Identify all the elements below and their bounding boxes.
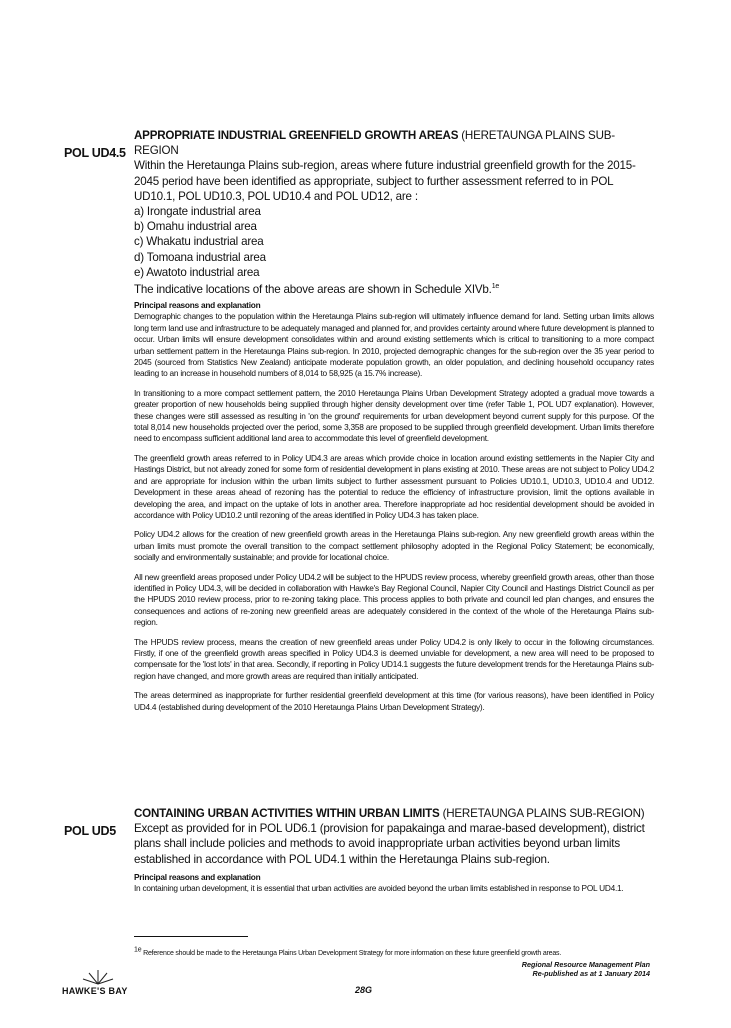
list-item: c) Whakatu industrial area [134, 235, 264, 249]
list-item: d) Tomoana industrial area [134, 250, 266, 264]
logo-text: HAWKE'S BAY [62, 986, 128, 996]
explanation-paragraph: In transitioning to a more compact settlement pattern, the 2010 Heretaunga Plains Urban Development Strategy adopted a gradual move towards a greater proportion of new households being supplied through higher density development over time (refer Table 1, POL UD7 explanation). However, these changes were still assessed as resulting in 'on the ground' requirements for urban development beyond current supply for this purpose. Of the total 8,014 new households projected over the period, some 3,358 are proposed to be supplied through greenfield development. Urban limits therefore need to encompass sufficient additional land area to accommodate this level of greenfield development. [134, 387, 654, 444]
plan-title-block [522, 960, 650, 978]
policy-ud5-heading [134, 806, 654, 821]
policy-ud5-heading-bold: CONTAINING URBAN ACTIVITIES WITHIN URBAN LIMITS [134, 807, 440, 820]
policy-code-ud5: POL UD5 [64, 824, 116, 838]
footnote-mark: 1e [134, 946, 142, 954]
explanation-paragraph: The areas determined as inappropriate for further residential greenfield development at this time (for various reasons), have been identified in Policy UD4.4 (established during development of the 2010 Heretaunga Plains Urban Development Strategy). [134, 690, 654, 712]
explanation-paragraph: In containing urban development, it is essential that urban activities are avoided beyond the urban limits established in response to POL UD4.1. [134, 883, 624, 894]
indicative-locations-text: The indicative locations of the above areas are shown in Schedule XIVb. [134, 283, 492, 297]
policy-ud5-heading-rest: (HERETAUNGA PLAINS SUB-REGION) [439, 807, 645, 820]
page-number: 28G [355, 985, 373, 995]
explanation-paragraph: The greenfield growth areas referred to in Policy UD4.3 are areas which provide choice in location around existing settlements in the Napier City and Hastings District, but not already zoned for some form of residential development in plans existing at 2010. These areas are not subject to Policy UD4.2 and are appropriate for inclusion within the urban limits subject to further assessment pursuant to Policies UD10.1, UD10.3, UD10.4 and UD12. Development in these areas ahead of rezoning has the potential to reduce the efficiency of infrastructure provision, limit the options available in developing the area, and impact on the uptake of lots in another area. Therefore inappropriate ad hoc residential development should be avoided in accordance with Policy UD10.2 until rezoning of the areas identified in Policy UD4.3 has taken place. [134, 452, 654, 520]
footnote-reference: 1e [491, 283, 500, 291]
industrial-areas-list [134, 204, 654, 280]
list-item: a) Irongate industrial area [134, 205, 261, 219]
footnote-divider [134, 936, 248, 937]
hawkes-bay-logo [62, 966, 132, 1006]
explanation-paragraph: The HPUDS review process, means the creation of new greenfield areas under Policy UD4.2 is only likely to occur in the following circumstances. Firstly, if one of the greenfield growth areas specified in Policy UD4.3 is deemed unviable for development, a new area will need to be proposed to compensate for the 'lost lots' in that area. Secondly, if reporting in Policy UD14.1 suggests the future development trends for the Heretaunga Plains sub-region have changed, and more growth areas are required than initially anticipated. [134, 636, 654, 681]
policy-ud5-body: Except as provided for in POL UD6.1 (provision for papakainga and marae-based development), district plans shall include policies and methods to avoid inappropriate urban activities beyond urban limits established in accordance with POL UD4.1 within the Heretaunga Plains sub-region. [134, 822, 645, 866]
policy-ud45-body: Within the Heretaunga Plains sub-region, areas where future industrial greenfield growth for the 2015-2045 period have been identified as appropriate, subject to further assessment referred to in POL UD10.1, POL UD10.3, POL UD10.4 and POL UD12, are : [134, 159, 636, 203]
list-item: b) Omahu industrial area [134, 220, 257, 234]
list-item: e) Awatoto industrial area [134, 265, 260, 279]
footnote-text: Reference should be made to the Heretaunga Plains Urban Development Strategy for more information on these future greenfield growth areas. [141, 950, 562, 957]
explanation-title: Principal reasons and explanation [134, 300, 261, 310]
sun-rays-icon [78, 966, 118, 986]
policy-ud45-heading [134, 128, 654, 158]
explanation-title: Principal reasons and explanation [134, 872, 261, 882]
explanation-paragraph: Policy UD4.2 allows for the creation of new greenfield growth areas in the Heretaunga Plains sub-region. Any new greenfield growth areas within the urban limits must promote the overall transition to the compact settlement philosophy adopted in the Regional Policy Statement; be economically, socially and environmentally sustainable; and provide for locational choice. [134, 529, 654, 563]
explanation-paragraph: Demographic changes to the population within the Heretaunga Plains sub-region will ultimately influence demand for land. Setting urban limits allows long term land use and infrastructure to be adequately managed and planned for, and provides certainty around where future development is planned to occur. Urban limits will ensure development consolidates within and around existing settlements which is critical to transitioning to a more compact urban settlement pattern in the Heretaunga Plains sub-region. In 2010, projected demographic changes for the sub-region over the 35 year period to 2045 (sourced from Statistics New Zealand) anticipate moderate population growth, an older population, and declining household occupancy rates leading to an increase in household numbers of 8,014 to 58,925 (a 15.7% increase). [134, 311, 654, 379]
explanation-ud45 [134, 300, 654, 721]
policy-ud5-block [134, 806, 654, 867]
explanation-paragraph: All new greenfield areas proposed under Policy UD4.2 will be subject to the HPUDS review process, whereby greenfield growth areas, other than those identified in Policy UD4.3, will be decided in collaboration with Hawke's Bay Regional Council, Napier City Council and Hastings District Council as per the HPUDS 2010 review process, prior to re-zoning taking place. This process applies to both private and council led plan changes, and ensures the consequences and actions of re-zoning new greenfield areas are adequately considered in the context of the whole of the Heretaunga Plains sub-region. [134, 571, 654, 628]
indicative-locations [134, 282, 654, 297]
policy-ud45-heading-bold: APPROPRIATE INDUSTRIAL GREENFIELD GROWTH AREAS [134, 129, 459, 142]
republished-date: Re-published as at 1 January 2014 [532, 969, 650, 978]
policy-ud45-heading-rest: (HERETAUNGA PLAINS SUB-REGION [134, 129, 615, 158]
plan-title: Regional Resource Management Plan [521, 960, 650, 969]
policy-ud45-block [134, 128, 654, 297]
footnote [134, 946, 654, 957]
explanation-ud5 [134, 872, 654, 903]
policy-code-ud45: POL UD4.5 [64, 146, 126, 160]
